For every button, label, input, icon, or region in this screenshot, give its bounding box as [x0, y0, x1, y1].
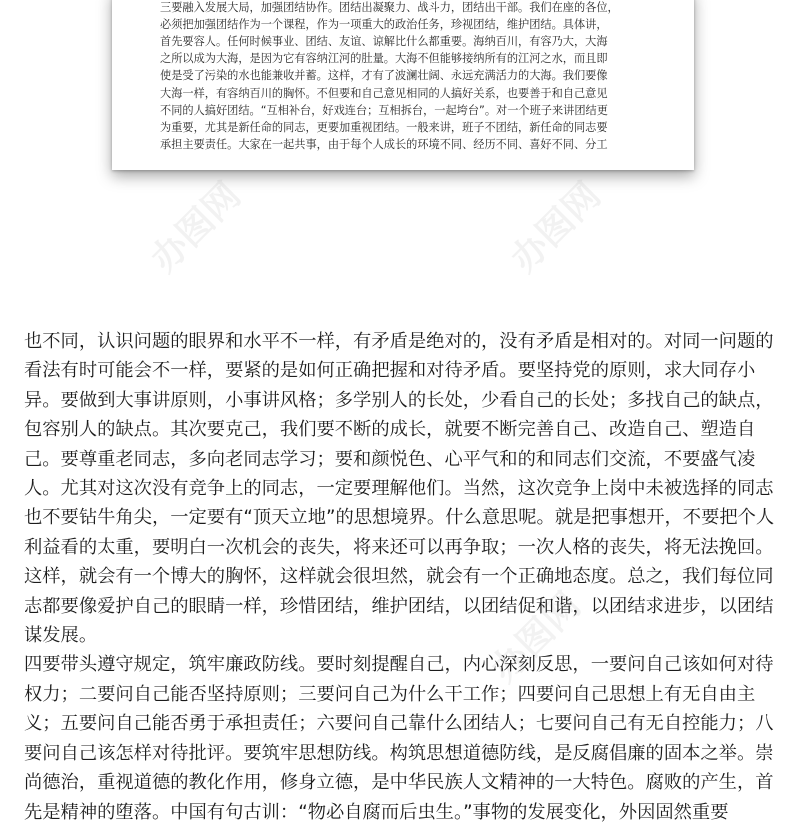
preview-text [160, 0, 648, 153]
preview-line: 三要融入发展大局，加强团结协作。团结出凝聚力、战斗力，团结出干部。我们在座的各位， [160, 1, 619, 15]
preview-line: 之所以成为大海，是因为它有容纳江河的肚量。大海不但能够接纳所有的江河之水，而且即 [160, 52, 608, 66]
preview-line: 必须把加强团结作为一个课程，作为一项重大的政治任务，珍视团结，维护团结。具体讲， [160, 18, 608, 32]
preview-line: 首先要容人。任何时候事业、团结、友谊、谅解比什么都重要。海纳百川，有容乃大，大海 [160, 35, 608, 49]
preview-line: 为重要，尤其是新任命的同志，更要加重视团结。一般来讲，班子不团结，新任命的同志要 [160, 120, 608, 134]
preview-line: 承担主要责任。大家在一起共事，由于每个人成长的环境不同、经历不同、喜好不同、分工 [160, 137, 608, 151]
document-body [24, 327, 780, 827]
preview-line: 使是受了污染的水也能兼收并蓄。这样，才有了波澜壮阔、永远充满活力的大海。我们要像 [160, 69, 608, 83]
preview-line: 大海一样，有容纳百川的胸怀。不但要和自己意见相同的人搞好关系，也要善于和自己意见 [160, 86, 608, 100]
watermark: 办图网 [483, 584, 589, 691]
body-paragraph: 四要带头遵守规定，筑牢廉政防线。要时刻提醒自己，内心深刻反思，一要问自己该如何对待权力；二要问自己能否坚持原则；三要问自己为什么干工作；四要问自己思想上有无自由主义；五要问自己能否勇于承担责任；六要问自己靠什么团结人；七要问自己有无自控能力；八要问自己该怎样对待批评。要筑牢思想防线。构筑思想道德防线，是反腐倡廉的固本之举。崇尚德治，重视道德的教化作用，修身立德，是中华民族人文精神的一大特色。腐败的产生，首先是精神的堕落。中国有句古训：“物必自腐而后虫生。”事物的发展变化，外因固然重要 [24, 654, 774, 823]
preview-line: 不同的人搞好团结。“互相补台，好戏连台；互相拆台，一起垮台”。对一个班子来讲团结更 [160, 103, 608, 117]
document-page-preview [112, 0, 694, 170]
body-paragraph: 也不同，认识问题的眼界和水平不一样，有矛盾是绝对的，没有矛盾是相对的。对同一问题的看法有时可能会不一样，要紧的是如何正确把握和对待矛盾。要坚持党的原则，求大同存小异。要做到大事讲原则，小事讲风格；多学别人的长处，少看自己的长处；多找自己的缺点，包容别人的缺点。其次要克己，我们要不断的成长，就要不断完善自己、改造自己、塑造自己。要尊重老同志，多向老同志学习；要和颜悦色、心平气和的和同志们交流，不要盛气凌人。尤其对这次没有竞争上的同志，一定要理解他们。当然，这次竞争上岗中未被选择的同志也不要钻牛角尖，一定要有“顶天立地”的思想境界。什么意思呢。就是把事想开，不要把个人利益看的太重，要明白一次机会的丧失，将来还可以再争取；一次人格的丧失，将无法挽回。这样，就会有一个博大的胸怀，这样就会很坦然，就会有一个正确地态度。总之，我们每位同志都要像爱护自己的眼睛一样，珍惜团结，维护团结，以团结促和谐，以团结求进步，以团结谋发展。 [24, 331, 775, 647]
